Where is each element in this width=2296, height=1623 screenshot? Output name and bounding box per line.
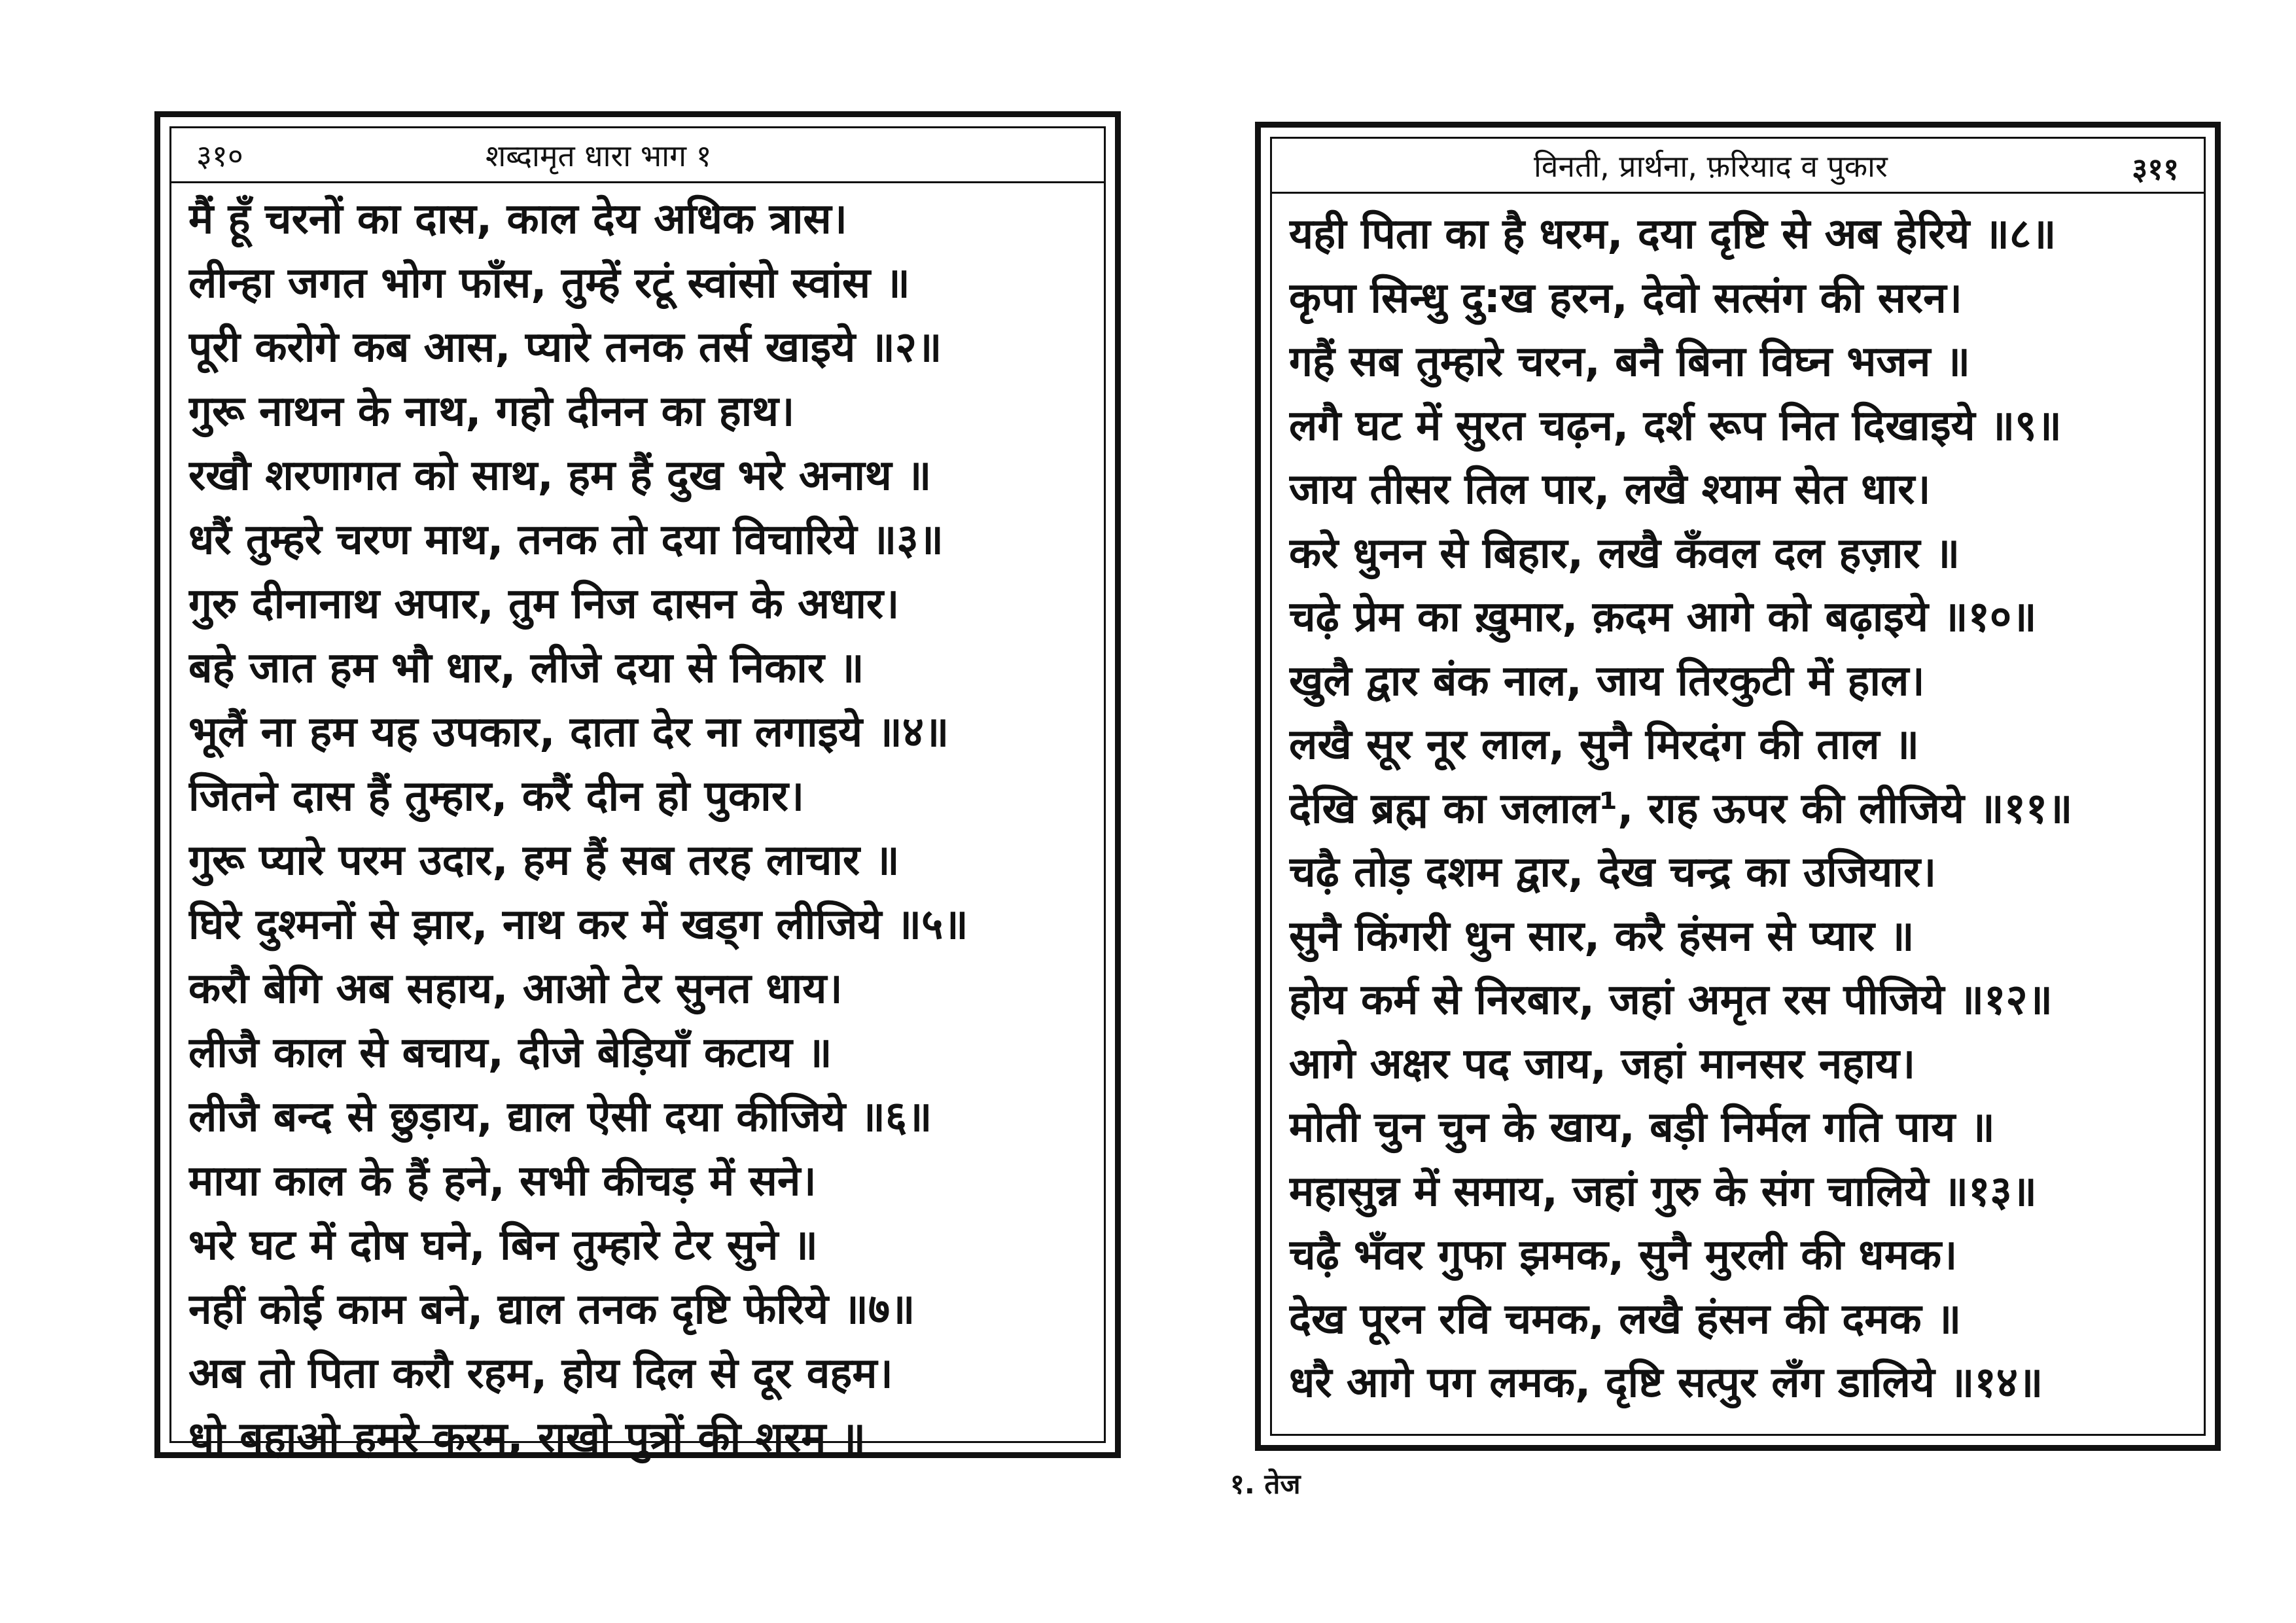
verse-line: जाय तीसर तिल पार, लखै श्याम सेत धार।	[1289, 465, 1931, 514]
verse-line: महासुन्न में समाय, जहां गुरु के संग चालिये ॥१३॥	[1289, 1167, 2037, 1216]
footnote: १. तेज	[1230, 1468, 1301, 1500]
verse-line: चढ़ै तोड़ दशम द्वार, देख चन्द्र का उजियार।	[1289, 848, 1937, 897]
verse-line: गुरू नाथन के नाथ, गहो दीनन का हाथ।	[188, 387, 795, 436]
verse-line: खुलै द्वार बंक नाल, जाय तिरकुटी में हाल।	[1289, 656, 1925, 705]
verse-line: धरैं तुम्हरे चरण माथ, तनक तो दया विचारिये ॥३॥	[188, 516, 944, 564]
verse-line: घिरे दुश्मनों से झार, नाथ कर में खड्ग लीजिये ॥५॥	[188, 901, 968, 949]
verse-line: धरै आगे पग लमक, दृष्टि सत्पुर लँग डालिये ॥१४॥	[1289, 1359, 2043, 1407]
verse-line: कृपा सिन्धु दु:ख हरन, देवो सत्संग की सरन।	[1289, 274, 1962, 323]
verse-line: यही पिता का है धरम, दया दृष्टि से अब हेरिये ॥८॥	[1289, 210, 2057, 259]
verse-line: देखि ब्रह्म का जलाल¹, राह ऊपर की लीजिये ॥११॥	[1289, 784, 2073, 833]
verse-line: मैं हूँ चरनों का दास, काल देय अधिक त्रास।	[188, 195, 847, 243]
verse-line: बहे जात हम भौ धार, लीजे दया से निकार ॥	[188, 644, 864, 692]
verse-line: लीन्हा जगत भोग फाँस, तुम्हें रटूं स्वांसो स्वांस ॥	[188, 259, 910, 308]
right-page-title: विनती, प्रार्थना, फ़रियाद व पुकार	[1534, 149, 1888, 184]
right-page-header	[1272, 139, 2204, 194]
verse-line: मोती चुन चुन के खाय, बड़ी निर्मल गति पाय ॥	[1289, 1103, 1995, 1152]
left-page-number: ३१०	[196, 138, 243, 173]
verse-line: सुनै किंगरी धुन सार, करै हंसन से प्यार ॥	[1289, 912, 1915, 961]
verse-line: रखौ शरणागत को साथ, हम हैं दुख भरे अनाथ ॥	[188, 452, 932, 500]
verse-line: अब तो पिता करौ रहम, होय दिल से दूर वहम।	[188, 1349, 893, 1398]
verse-line: धो बहाओ हमरे करम, राखो पुत्रों की शरम ॥	[188, 1414, 866, 1462]
verse-line: आगे अक्षर पद जाय, जहां मानसर नहाय।	[1289, 1039, 1916, 1088]
verse-line: लीजै काल से बचाय, दीजे बेड़ियाँ कटाय ॥	[188, 1029, 832, 1077]
verse-line: चढ़े प्रेम का ख़ुमार, क़दम आगे को बढ़ाइये ॥१०॥	[1289, 593, 2037, 641]
verse-line: करौ बेगि अब सहाय, आओ टेर सुनत धाय।	[188, 965, 843, 1013]
right-page-inner-frame	[1270, 137, 2206, 1436]
right-page-number: ३११	[2132, 151, 2179, 187]
right-page-verses	[1289, 203, 2196, 1416]
verse-line: करे धुनन से बिहार, लखै कँवल दल हज़ार ॥	[1289, 529, 1960, 578]
verse-line: गहैं सब तुम्हारे चरन, बनै बिना विघ्न भजन ॥	[1289, 338, 1971, 386]
verse-line: लीजै बन्द से छुड़ाय, द्याल ऐसी दया कीजिये ॥६॥	[188, 1093, 932, 1141]
verse-line: भूलैं ना हम यह उपकार, दाता देर ना लगाइये ॥४॥	[188, 708, 949, 757]
verse-line: जितने दास हैं तुम्हार, करैं दीन हो पुकार।	[188, 772, 805, 821]
verse-line: लगै घट में सुरत चढ़न, दर्श रूप नित दिखाइये ॥९॥	[1289, 401, 2062, 450]
verse-line: गुरु दीनानाथ अपार, तुम निज दासन के अधार।	[188, 580, 900, 628]
left-page-title: शब्दामृत धारा भाग १	[486, 138, 712, 173]
verse-line: लखै सूर नूर लाल, सुनै मिरदंग की ताल ॥	[1289, 721, 1920, 769]
verse-line: नहीं कोई काम बने, द्याल तनक दृष्टि फेरिये ॥७॥	[188, 1285, 915, 1334]
verse-line: माया काल के हैं हने, सभी कीचड़ में सने।	[188, 1157, 817, 1205]
verse-line: चढ़ै भँवर गुफा झमक, सुनै मुरली की धमक।	[1289, 1231, 1958, 1279]
verse-line: भरे घट में दोष घने, बिन तुम्हारे टेर सुने ॥	[188, 1221, 818, 1270]
verse-line: देख पूरन रवि चमक, लखै हंसन की दमक ॥	[1289, 1294, 1962, 1344]
verse-line: होय कर्म से निरबार, जहां अमृत रस पीजिये ॥१२॥	[1289, 976, 2053, 1024]
left-page	[154, 111, 1121, 1462]
right-page	[1255, 122, 2221, 1451]
verse-line: पूरी करोगे कब आस, प्यारे तनक तर्स खाइये ॥२॥	[188, 323, 942, 372]
left-page-inner-frame	[169, 126, 1106, 1462]
left-page-header	[171, 128, 1104, 183]
left-page-verses	[188, 187, 1096, 1470]
verse-line: गुरू प्यारे परम उदार, हम हैं सब तरह लाचार ॥	[188, 836, 900, 885]
